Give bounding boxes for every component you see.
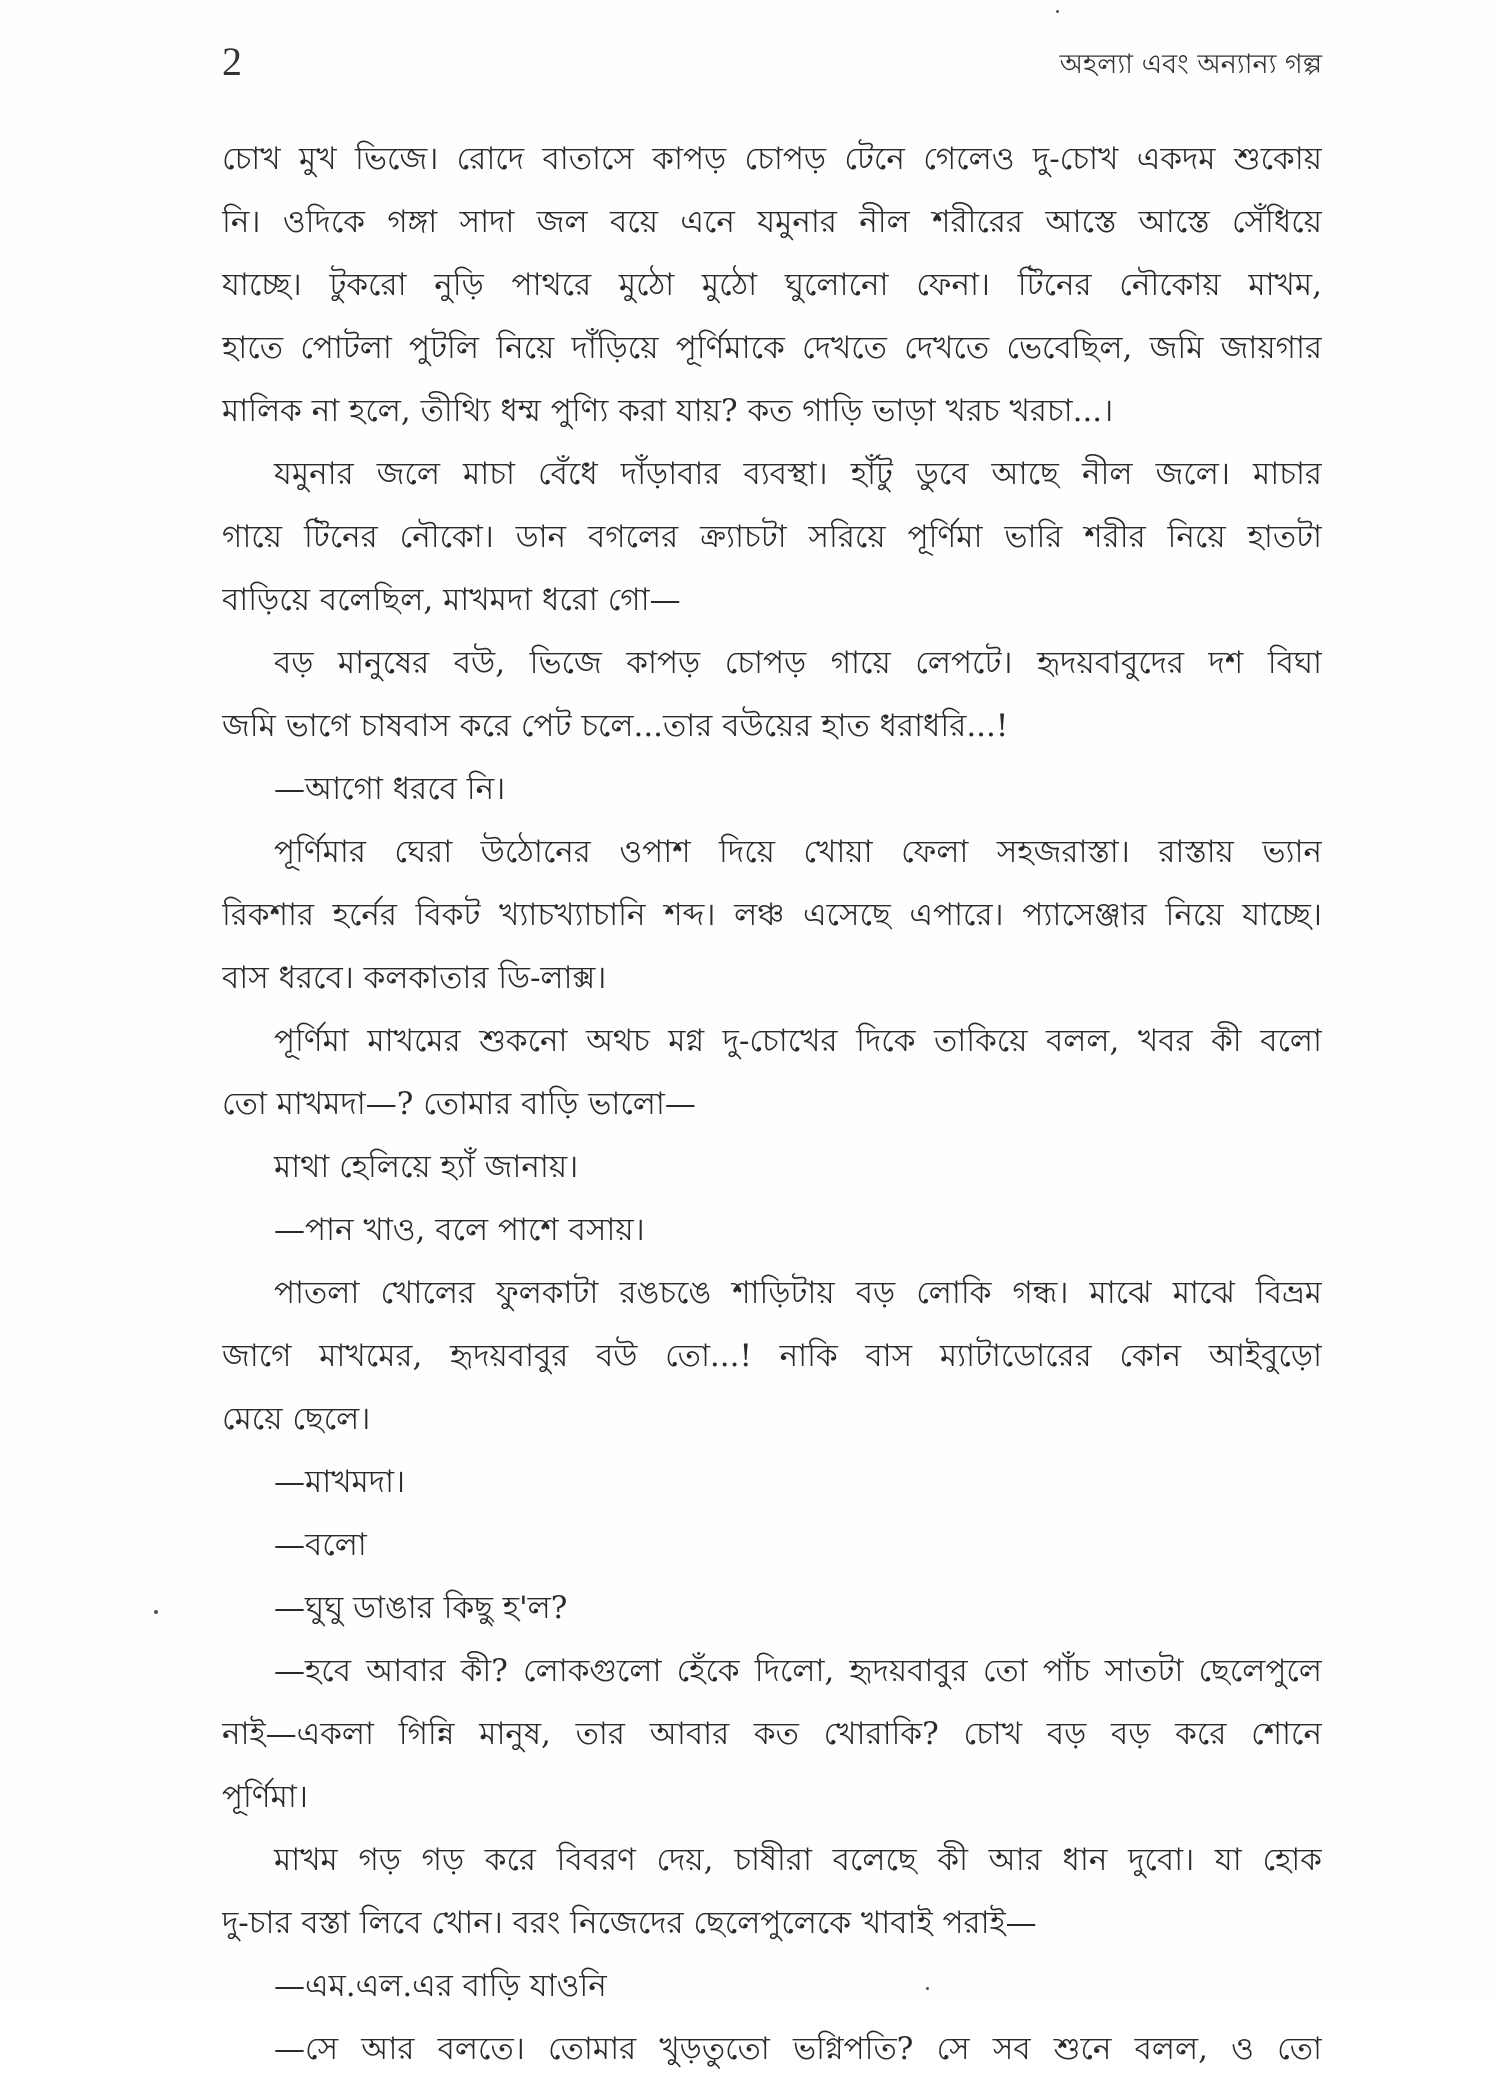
print-speck bbox=[1056, 10, 1059, 13]
print-speck bbox=[926, 1987, 929, 1990]
text-line: —সে আর বলতে। তোমার খুড়তুতো ভগ্নিপতি? সে সব শুনে বলল, ও তো bbox=[274, 2031, 1322, 2067]
text-line: পাতলা খোলের ফুলকাটা রঙচঙে শাড়িটায় বড় লোকি গন্ধ। মাঝে মাঝে বিভ্রম bbox=[274, 1275, 1322, 1311]
page-number: 2 bbox=[222, 39, 242, 84]
text-line: —বলো bbox=[274, 1527, 367, 1563]
text-line: রিকশার হর্নের বিকট খ্যাচখ্যাচানি শব্দ। লঞ্চ এসেছে এপারে। প্যাসেঞ্জার নিয়ে যাচ্ছে। bbox=[222, 897, 1322, 933]
story-text bbox=[222, 128, 1322, 2081]
text-line: বাস ধরবে। কলকাতার ডি-লাক্স। bbox=[222, 960, 607, 996]
text-line: চোখ মুখ ভিজে। রোদে বাতাসে কাপড় চোপড় টেনে গেলেও দু-চোখ একদম শুকোয় bbox=[222, 141, 1322, 177]
text-line: —আগো ধরবে নি। bbox=[274, 771, 506, 807]
running-title: অহল্যা এবং অন্যান্য গল্প bbox=[1059, 49, 1322, 80]
text-line: —মাখমদা। bbox=[274, 1464, 406, 1500]
text-line: গায়ে টিনের নৌকো। ডান বগলের ক্র্যাচটা সরিয়ে পূর্ণিমা ভারি শরীর নিয়ে হাতটা bbox=[222, 519, 1322, 555]
text-line: মাখম গড় গড় করে বিবরণ দেয়, চাষীরা বলেছে কী আর ধান দুবো। যা হোক bbox=[274, 1842, 1322, 1878]
text-line: পূর্ণিমার ঘেরা উঠোনের ওপাশ দিয়ে খোয়া ফেলা সহজরাস্তা। রাস্তায় ভ্যান bbox=[274, 834, 1322, 870]
text-line: দু-চার বস্তা লিবে খোন। বরং নিজেদের ছেলেপুলেকে খাবাই পরাই— bbox=[222, 1905, 1037, 1941]
text-line: যমুনার জলে মাচা বেঁধে দাঁড়াবার ব্যবস্থা। হাঁটু ডুবে আছে নীল জলে। মাচার bbox=[274, 456, 1322, 492]
text-line: নি। ওদিকে গঙ্গা সাদা জল বয়ে এনে যমুনার নীল শরীরের আস্তে আস্তে সেঁধিয়ে bbox=[222, 204, 1322, 240]
text-line: জাগে মাখমের, হৃদয়বাবুর বউ তো...! নাকি বাস ম্যাটাডোরের কোন আইবুড়ো bbox=[222, 1338, 1322, 1374]
text-line: মেয়ে ছেলে। bbox=[222, 1401, 371, 1437]
print-speck bbox=[154, 1610, 158, 1614]
text-line: মালিক না হলে, তীথ্যি ধম্ম পুণ্যি করা যায়? কত গাড়ি ভাড়া খরচ খরচা...। bbox=[222, 393, 1114, 429]
text-line: —হবে আবার কী? লোকগুলো হেঁকে দিলো, হৃদয়বাবুর তো পাঁচ সাতটা ছেলেপুলে bbox=[274, 1653, 1322, 1689]
text-line: তো মাখমদা—? তোমার বাড়ি ভালো— bbox=[222, 1086, 696, 1122]
text-line: বড় মানুষের বউ, ভিজে কাপড় চোপড় গায়ে লেপটে। হৃদয়বাবুদের দশ বিঘা bbox=[274, 645, 1322, 681]
text-line: পূর্ণিমা। bbox=[222, 1779, 308, 1815]
text-line: হাতে পোটলা পুটলি নিয়ে দাঁড়িয়ে পূর্ণিমাকে দেখতে দেখতে ভেবেছিল, জমি জায়গার bbox=[222, 330, 1322, 366]
text-line: মাথা হেলিয়ে হ্যাঁ জানায়। bbox=[274, 1149, 579, 1185]
text-line: —পান খাও, বলে পাশে বসায়। bbox=[274, 1212, 645, 1248]
text-line: নাই—একলা গিন্নি মানুষ, তার আবার কত খোরাকি? চোখ বড় বড় করে শোনে bbox=[222, 1716, 1322, 1752]
text-line: জমি ভাগে চাষবাস করে পেট চলে...তার বউয়ের হাত ধরাধরি...! bbox=[222, 708, 1009, 744]
text-line: পূর্ণিমা মাখমের শুকনো অথচ মগ্ন দু-চোখের দিকে তাকিয়ে বলল, খবর কী বলো bbox=[274, 1023, 1322, 1059]
text-line: —ঘুঘু ডাঙার কিছু হ'ল? bbox=[274, 1590, 568, 1626]
text-line: —এম.এল.এর বাড়ি যাওনি bbox=[274, 1968, 607, 2004]
page-header bbox=[222, 38, 1322, 98]
text-line: যাচ্ছে। টুকরো নুড়ি পাথরে মুঠো মুঠো ঘুলোনো ফেনা। টিনের নৌকোয় মাখম, bbox=[222, 267, 1322, 303]
text-line: বাড়িয়ে বলেছিল, মাখমদা ধরো গো— bbox=[222, 582, 681, 618]
